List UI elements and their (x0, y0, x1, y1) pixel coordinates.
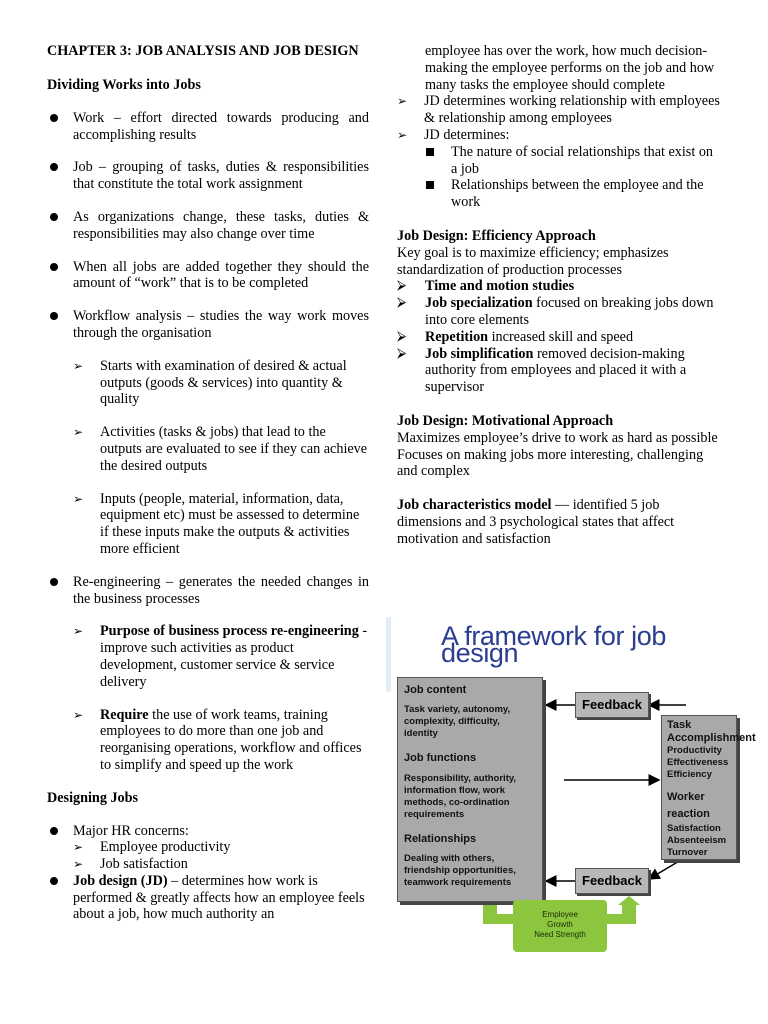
reengineering-list (47, 574, 369, 608)
jd-bold: Job design (JD) (73, 872, 168, 889)
worker-reaction-items: Satisfaction Absenteeism Turnover (667, 822, 727, 858)
jcm-text: — identified 5 job dimensions and 3 psychological states that affect motivation and satisfaction (397, 497, 675, 547)
list-item (397, 329, 721, 346)
efficiency-text: Key goal is to maximize efficiency; emphasizes standardization of production processes (397, 244, 669, 278)
workflow-sublist (73, 358, 369, 558)
growth-line-1: Employee (542, 910, 578, 919)
feedback-bottom-box: Feedback (575, 868, 649, 894)
purpose-text: -improve such activities as product development, customer service & service delivery (100, 623, 368, 690)
diagram-title: A framework for job design (441, 621, 666, 668)
item-text: removed decision-making authority from employees and placed it with a supervisor (425, 345, 687, 396)
item-text: increased skill and speed (488, 328, 634, 345)
section-heading-dividing-works: Dividing Works into Jobs (47, 77, 201, 93)
task-accomplishment-items: Productivity Effectiveness Efficiency (667, 745, 729, 780)
list-item (73, 707, 369, 774)
job-functions-label: Job functions (404, 751, 477, 764)
efficiency-heading: Job Design: Efficiency Approach (397, 227, 596, 244)
motivational-text-1: Maximizes employee’s drive to work as hard as possible (397, 429, 718, 446)
motivational-text-2: Focuses on making jobs more interesting, challenging and complex (397, 446, 704, 480)
job-design-framework-diagram (383, 600, 756, 960)
require-text: the use of work teams, training employees to do more than one job and reorganising operations, workflow and offices to simplify and speed up the work (100, 706, 362, 773)
left-column (47, 43, 369, 923)
relationships-text: Dealing with others, friendship opportunities, teamwork requirements (404, 853, 516, 889)
list-item: ➢ Starts with examination of desired & actual outputs (goods & services) into quantity & quality (73, 358, 369, 408)
job-functions-text: Responsibility, authority, information flow, work methods, co-ordination requirements (404, 772, 517, 820)
list-item (47, 308, 369, 342)
job-design-list (47, 873, 369, 923)
item-bold: Repetition (425, 328, 489, 345)
list-item (397, 346, 721, 396)
job-content-box (397, 677, 543, 902)
list-item: ➢ Inputs (people, material, information, data, equipment etc) must be assessed to determine if these inputs make the outputs & activities more efficient (73, 491, 369, 558)
list-item (397, 278, 721, 295)
list-item: Major HR concerns: (47, 823, 369, 840)
job-content-text: Task variety, autonomy, complexity, difficulty, identity (404, 703, 511, 739)
jd-sublist (397, 93, 721, 143)
task-accomplishment-label: Task Accomplishment (667, 719, 756, 744)
definitions-list (47, 110, 369, 342)
item-bold: Time and motion studies (425, 278, 575, 295)
feedback-top-box: Feedback (575, 692, 649, 718)
list-item: Work – effort directed towards producing and accomplishing results (47, 110, 369, 144)
workflow-text: Workflow analysis – studies the way work moves through the organisation (73, 308, 369, 341)
purpose-bold: Purpose of business process re-engineering (100, 623, 359, 640)
list-item: ➢ Job satisfaction (73, 856, 369, 873)
item-bold: Job specialization (425, 295, 533, 312)
item-text: focused on breaking jobs down into core elements (425, 295, 714, 328)
list-item: ➢ Employee productivity (73, 839, 369, 856)
list-item (73, 623, 369, 690)
list-item (397, 295, 721, 329)
worker-reaction-label: Worker reaction (667, 791, 710, 820)
chapter-title: CHAPTER 3: JOB ANALYSIS AND JOB DESIGN (47, 43, 359, 59)
list-item: ➢ JD determines working relationship with employees & relationship among employees (397, 93, 721, 127)
section-heading-designing-jobs: Designing Jobs (47, 789, 139, 806)
jd-determines-sublist (424, 144, 721, 211)
growth-line-2: Growth (547, 920, 573, 929)
relationships-label: Relationships (404, 832, 477, 845)
list-item: When all jobs are added together they should the amount of “work” that is to be completed (47, 259, 369, 293)
motivational-heading: Job Design: Motivational Approach (397, 412, 614, 429)
list-item (47, 873, 369, 923)
hr-sublist (73, 839, 369, 873)
jd-continuation: employee has over the work, how much decision-making the employee performs on the job and how many tasks the employee should complete (425, 43, 715, 93)
list-item: Re-engineering – generates the needed changes in the business processes (47, 574, 369, 608)
require-bold: Require (100, 706, 149, 723)
right-column (397, 43, 721, 548)
list-item: The nature of social relationships that exist on a job (424, 144, 721, 178)
jcm-paragraph (397, 497, 721, 547)
list-item: ➢ Activities (tasks & jobs) that lead to the outputs are evaluated to see if they can achieve the desired outputs (73, 424, 369, 474)
efficiency-list (397, 278, 721, 396)
employee-growth-box (513, 900, 607, 952)
flow-arrow-feedback-bottom-in (649, 857, 686, 879)
jd-text: – determines how work is performed & greatly affects how an employee feels about a job, how much authority an (73, 872, 365, 923)
job-content-label: Job content (404, 684, 467, 696)
item-bold: Job simplification (425, 345, 534, 362)
list-item: ➢ JD determines: (397, 127, 721, 144)
jcm-bold: Job characteristics model (397, 497, 552, 514)
outcomes-box (661, 715, 756, 860)
reengineering-sublist (73, 623, 369, 773)
list-item: As organizations change, these tasks, duties & responsibilities may also change over time (47, 209, 369, 243)
growth-line-3: Need Strength (534, 930, 586, 939)
list-item: Relationships between the employee and the work (424, 177, 721, 211)
list-item: Job – grouping of tasks, duties & responsibilities that constitute the total work assignment (47, 159, 369, 193)
hr-list (47, 823, 369, 840)
